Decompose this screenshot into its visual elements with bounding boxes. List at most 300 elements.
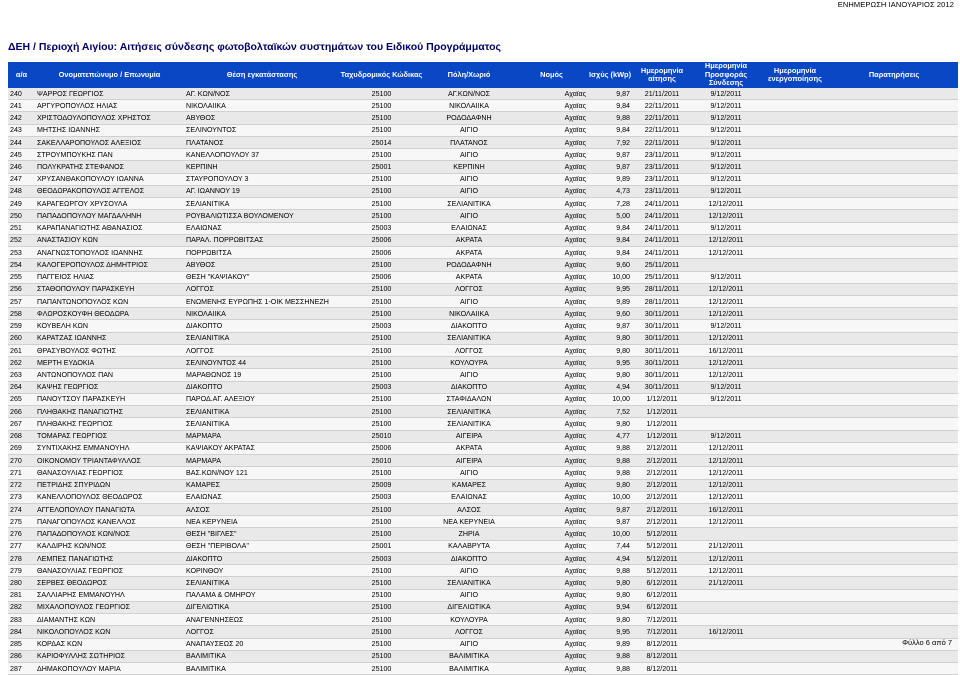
table-header-row [8, 62, 958, 88]
row-location: ΚΑΜΑΡΕΣ [184, 479, 340, 491]
row-city: ΔΙΑΚΟΠΤΟ [423, 320, 515, 332]
table-row [8, 100, 958, 112]
row-postal: 25100 [340, 393, 423, 405]
row-power: 9,88 [588, 455, 632, 467]
table-row [8, 295, 958, 307]
row-notes [830, 565, 958, 577]
row-date-activation [760, 577, 830, 589]
row-power: 9,89 [588, 295, 632, 307]
row-name: ΘΡΑΣΥΒΟΥΛΟΣ ΦΩΤΗΣ [35, 344, 184, 356]
row-date-offer: 9/12/2011 [692, 149, 760, 161]
row-location: ΣΕΛΙΝΟΥΝΤΟΣ 44 [184, 357, 340, 369]
row-prefecture: Αχαϊας [515, 320, 588, 332]
row-notes [830, 503, 958, 515]
row-aa: 264 [8, 381, 35, 393]
row-postal: 25100 [340, 638, 423, 650]
row-date-request: 6/12/2011 [632, 577, 692, 589]
table-row [8, 650, 958, 662]
row-name: ΤΟΜΑΡΑΣ ΓΕΩΡΓΙΟΣ [35, 430, 184, 442]
row-notes [830, 357, 958, 369]
row-date-activation [760, 381, 830, 393]
row-date-offer [692, 614, 760, 626]
row-power: 9,89 [588, 638, 632, 650]
row-power: 9,87 [588, 149, 632, 161]
row-location: ΚΟΡΙΝΘΟΥ [184, 565, 340, 577]
table-row [8, 332, 958, 344]
row-postal: 25014 [340, 136, 423, 148]
row-date-request: 6/12/2011 [632, 601, 692, 613]
row-name: ΠΟΛΥΚΡΑΤΗΣ ΣΤΕΦΑΝΟΣ [35, 161, 184, 173]
row-name: ΑΝΑΓΝΩΣΤΟΠΟΥΛΟΣ ΙΩΑΝΝΗΣ [35, 247, 184, 259]
row-city: ΑΙΓΙΟ [423, 295, 515, 307]
row-postal: 25100 [340, 112, 423, 124]
row-date-activation [760, 259, 830, 271]
row-power: 9,88 [588, 112, 632, 124]
row-date-offer: 12/12/2011 [692, 565, 760, 577]
row-aa: 243 [8, 124, 35, 136]
row-power: 9,84 [588, 222, 632, 234]
row-postal: 25100 [340, 308, 423, 320]
row-aa: 273 [8, 491, 35, 503]
row-name: ΚΑΡΑΓΕΩΡΓΟΥ ΧΡΥΣΟΥΛΑ [35, 198, 184, 210]
row-date-offer: 9/12/2011 [692, 100, 760, 112]
table-row [8, 320, 958, 332]
row-power: 7,28 [588, 198, 632, 210]
row-city: ΑΙΓΙΟ [423, 185, 515, 197]
table-row [8, 528, 958, 540]
row-aa: 246 [8, 161, 35, 173]
row-date-request: 24/11/2011 [632, 222, 692, 234]
row-date-activation [760, 663, 830, 675]
row-name: ΠΑΠΑΔΟΠΟΥΛΟΣ ΚΩΝ/ΝΟΣ [35, 528, 184, 540]
row-date-offer: 12/12/2011 [692, 357, 760, 369]
row-prefecture: Αχαϊας [515, 626, 588, 638]
row-date-request: 30/11/2011 [632, 320, 692, 332]
row-power: 9,80 [588, 418, 632, 430]
row-prefecture: Αχαϊας [515, 430, 588, 442]
row-city: ΣΕΛΙΑΝΙΤΙΚΑ [423, 418, 515, 430]
table-row [8, 479, 958, 491]
table-row [8, 88, 958, 100]
row-location: ΔΙΑΚΟΠΤΟ [184, 552, 340, 564]
row-postal: 25100 [340, 565, 423, 577]
row-date-activation [760, 161, 830, 173]
row-location: ΔΙΓΕΛΙΩΤΙΚΑ [184, 601, 340, 613]
row-aa: 281 [8, 589, 35, 601]
row-name: ΜΕΡΤΗ ΕΥΔΟΚΙΑ [35, 357, 184, 369]
row-date-request: 2/12/2011 [632, 503, 692, 515]
row-date-offer: 9/12/2011 [692, 173, 760, 185]
row-prefecture: Αχαϊας [515, 149, 588, 161]
row-date-offer: 12/12/2011 [692, 455, 760, 467]
table-row [8, 406, 958, 418]
row-power: 9,95 [588, 357, 632, 369]
row-date-offer: 12/12/2011 [692, 467, 760, 479]
row-aa: 261 [8, 344, 35, 356]
row-postal: 25009 [340, 479, 423, 491]
row-name: ΣΤΑΘΟΠΟΥΛΟΥ ΠΑΡΑΣΚΕΥΗ [35, 283, 184, 295]
row-date-request: 24/11/2011 [632, 198, 692, 210]
row-date-offer [692, 528, 760, 540]
row-date-activation [760, 467, 830, 479]
row-postal: 25001 [340, 161, 423, 173]
row-power: 10,00 [588, 528, 632, 540]
row-postal: 25100 [340, 210, 423, 222]
row-name: ΜΙΧΑΛΟΠΟΥΛΟΣ ΓΕΩΡΓΙΟΣ [35, 601, 184, 613]
row-date-activation [760, 344, 830, 356]
col-header-notes: Παρατηρήσεις [830, 62, 958, 88]
table-row [8, 222, 958, 234]
row-date-offer: 12/12/2011 [692, 295, 760, 307]
row-city: ΚΕΡΠΙΝΗ [423, 161, 515, 173]
row-name: ΣΥΝΤΙΧΑΚΗΣ ΕΜΜΑΝΟΥΗΛ [35, 442, 184, 454]
row-name: ΑΝΤΩΝΟΠΟΥΛΟΣ ΠΑΝ [35, 369, 184, 381]
table-row [8, 308, 958, 320]
row-aa: 277 [8, 540, 35, 552]
row-notes [830, 283, 958, 295]
row-postal: 25100 [340, 173, 423, 185]
row-location: ΑΒΥΘΟΣ [184, 112, 340, 124]
row-prefecture: Αχαϊας [515, 112, 588, 124]
row-name: ΘΑΝΑΣΟΥΛΙΑΣ ΓΕΩΡΓΙΟΣ [35, 565, 184, 577]
row-notes [830, 344, 958, 356]
row-city: ΚΟΥΛΟΥΡΑ [423, 614, 515, 626]
row-postal: 25100 [340, 357, 423, 369]
row-date-request: 30/11/2011 [632, 381, 692, 393]
row-aa: 252 [8, 234, 35, 246]
row-aa: 285 [8, 638, 35, 650]
row-notes [830, 100, 958, 112]
row-notes [830, 467, 958, 479]
row-aa: 275 [8, 516, 35, 528]
row-notes [830, 198, 958, 210]
row-power: 9,95 [588, 626, 632, 638]
row-power: 9,80 [588, 577, 632, 589]
row-date-request: 8/12/2011 [632, 663, 692, 675]
row-date-activation [760, 100, 830, 112]
row-power: 9,60 [588, 308, 632, 320]
table-row [8, 381, 958, 393]
table-row [8, 283, 958, 295]
row-name: ΚΑΛΟΓΕΡΟΠΟΥΛΟΣ ΔΗΜΗΤΡΙΟΣ [35, 259, 184, 271]
row-notes [830, 259, 958, 271]
row-city: ΑΙΓΙΟ [423, 210, 515, 222]
row-date-offer: 12/12/2011 [692, 247, 760, 259]
col-header-location: Θέση εγκατάστασης [184, 62, 340, 88]
table-row [8, 626, 958, 638]
row-date-activation [760, 198, 830, 210]
row-prefecture: Αχαϊας [515, 381, 588, 393]
row-power: 9,87 [588, 320, 632, 332]
row-date-activation [760, 332, 830, 344]
row-prefecture: Αχαϊας [515, 124, 588, 136]
row-name: ΣΑΛΛΙΑΡΗΣ ΕΜΜΑΝΟΥΗΛ [35, 589, 184, 601]
row-aa: 278 [8, 552, 35, 564]
row-power: 9,80 [588, 332, 632, 344]
row-name: ΠΛΗΘΑΚΗΣ ΓΕΩΡΓΙΟΣ [35, 418, 184, 430]
table-row [8, 124, 958, 136]
row-aa: 255 [8, 271, 35, 283]
row-notes [830, 112, 958, 124]
table-row [8, 516, 958, 528]
row-date-offer: 9/12/2011 [692, 271, 760, 283]
row-date-activation [760, 247, 830, 259]
table-row [8, 210, 958, 222]
row-prefecture: Αχαϊας [515, 173, 588, 185]
row-power: 4,94 [588, 381, 632, 393]
row-date-activation [760, 185, 830, 197]
row-prefecture: Αχαϊας [515, 100, 588, 112]
row-aa: 241 [8, 100, 35, 112]
row-notes [830, 247, 958, 259]
row-power: 9,84 [588, 234, 632, 246]
row-date-request: 30/11/2011 [632, 369, 692, 381]
row-date-request: 2/12/2011 [632, 479, 692, 491]
row-postal: 25006 [340, 442, 423, 454]
row-location: ΣΕΛΙΑΝΙΤΙΚΑ [184, 406, 340, 418]
row-location: ΔΙΑΚΟΠΤΟ [184, 320, 340, 332]
row-name: ΚΟΡΔΑΣ ΚΩΝ [35, 638, 184, 650]
row-notes [830, 418, 958, 430]
row-date-activation [760, 88, 830, 100]
row-location: ΛΟΓΓΟΣ [184, 626, 340, 638]
row-date-offer: 9/12/2011 [692, 185, 760, 197]
row-prefecture: Αχαϊας [515, 663, 588, 675]
row-prefecture: Αχαϊας [515, 528, 588, 540]
table-row [8, 503, 958, 515]
row-notes [830, 577, 958, 589]
row-location: ΚΑΨΙΑΚΟΥ ΑΚΡΑΤΑΣ [184, 442, 340, 454]
row-date-request: 30/11/2011 [632, 308, 692, 320]
row-name: ΣΤΡΟΥΜΠΟΥΚΗΣ ΠΑΝ [35, 149, 184, 161]
page-title: ΔΕΗ / Περιοχή Αιγίου: Αιτήσεις σύνδεσης φωτοβολταϊκών συστημάτων του Ειδικού Προγράμματος [8, 41, 501, 53]
table-row [8, 112, 958, 124]
row-power: 9,88 [588, 650, 632, 662]
col-header-date-request: Ημερομηνία αίτησης [632, 62, 692, 88]
row-postal: 25100 [340, 149, 423, 161]
row-postal: 25003 [340, 222, 423, 234]
row-power: 4,77 [588, 430, 632, 442]
row-name: ΘΕΟΔΩΡΑΚΟΠΟΥΛΟΣ ΑΓΓΕΛΟΣ [35, 185, 184, 197]
row-prefecture: Αχαϊας [515, 467, 588, 479]
table-row [8, 638, 958, 650]
row-notes [830, 234, 958, 246]
row-city: ΑΙΓΙΟ [423, 369, 515, 381]
col-header-city: Πόλη/Χωριό [423, 62, 515, 88]
row-notes [830, 320, 958, 332]
row-notes [830, 136, 958, 148]
table-row [8, 357, 958, 369]
row-name: ΜΗΤΣΗΣ ΙΩΑΝΝΗΣ [35, 124, 184, 136]
row-notes [830, 161, 958, 173]
row-prefecture: Αχαϊας [515, 638, 588, 650]
row-date-activation [760, 234, 830, 246]
row-date-request: 2/12/2011 [632, 491, 692, 503]
row-name: ΚΟΥΒΕΛΗ ΚΩΝ [35, 320, 184, 332]
row-prefecture: Αχαϊας [515, 589, 588, 601]
row-postal: 25003 [340, 552, 423, 564]
row-date-activation [760, 112, 830, 124]
row-notes [830, 516, 958, 528]
row-aa: 282 [8, 601, 35, 613]
row-notes [830, 406, 958, 418]
row-city: ΚΑΜΑΡΕΣ [423, 479, 515, 491]
row-date-offer [692, 589, 760, 601]
row-postal: 25100 [340, 88, 423, 100]
row-postal: 25100 [340, 663, 423, 675]
row-city: ΛΟΓΓΟΣ [423, 344, 515, 356]
row-postal: 25100 [340, 650, 423, 662]
row-postal: 25100 [340, 259, 423, 271]
row-power: 9,84 [588, 100, 632, 112]
row-name: ΨΑΡΡΟΣ ΓΕΩΡΓΙΟΣ [35, 88, 184, 100]
row-name: ΚΑΡΑΠΑΝΑΓΙΩΤΗΣ ΑΘΑΝΑΣΙΟΣ [35, 222, 184, 234]
row-prefecture: Αχαϊας [515, 308, 588, 320]
row-date-request: 23/11/2011 [632, 185, 692, 197]
col-header-date-offer: Ημερομηνία Προσφοράς Σύνδεσης [692, 62, 760, 88]
page-number: Φύλλο 6 από 7 [902, 638, 952, 647]
row-notes [830, 185, 958, 197]
row-location: ΒΑΛΙΜΙΤΙΚΑ [184, 663, 340, 675]
row-date-request: 6/12/2011 [632, 589, 692, 601]
row-power: 9,95 [588, 283, 632, 295]
row-aa: 244 [8, 136, 35, 148]
row-city: ΠΛΑΤΑΝΟΣ [423, 136, 515, 148]
table-row [8, 271, 958, 283]
col-header-postal: Ταχυδρομικός Κώδικας [340, 62, 423, 88]
row-aa: 258 [8, 308, 35, 320]
row-aa: 284 [8, 626, 35, 638]
row-date-request: 5/12/2011 [632, 540, 692, 552]
row-notes [830, 271, 958, 283]
row-notes [830, 540, 958, 552]
row-city: ΑΚΡΑΤΑ [423, 271, 515, 283]
row-city: ΣΤΑΦΙΔΑΛΩΝ [423, 393, 515, 405]
row-date-offer [692, 418, 760, 430]
row-date-request: 2/12/2011 [632, 455, 692, 467]
row-date-offer: 16/12/2011 [692, 626, 760, 638]
row-prefecture: Αχαϊας [515, 344, 588, 356]
table-row [8, 467, 958, 479]
row-date-request: 30/11/2011 [632, 357, 692, 369]
row-postal: 25100 [340, 198, 423, 210]
row-prefecture: Αχαϊας [515, 614, 588, 626]
row-date-request: 5/12/2011 [632, 565, 692, 577]
row-power: 4,94 [588, 552, 632, 564]
row-postal: 25100 [340, 626, 423, 638]
row-aa: 254 [8, 259, 35, 271]
row-city: ΡΟΔΟΔΑΦΝΗ [423, 112, 515, 124]
row-power: 9,84 [588, 247, 632, 259]
row-date-activation [760, 124, 830, 136]
row-city: ΛΟΓΓΟΣ [423, 283, 515, 295]
row-postal: 25100 [340, 406, 423, 418]
row-location: ΣΕΛΙΑΝΙΤΙΚΑ [184, 332, 340, 344]
row-prefecture: Αχαϊας [515, 418, 588, 430]
row-date-request: 25/11/2011 [632, 271, 692, 283]
row-location: ΛΟΓΓΟΣ [184, 283, 340, 295]
row-date-activation [760, 552, 830, 564]
table-row [8, 393, 958, 405]
row-city: ΔΙΑΚΟΠΤΟ [423, 552, 515, 564]
row-date-request: 8/12/2011 [632, 638, 692, 650]
row-prefecture: Αχαϊας [515, 479, 588, 491]
row-power: 9,80 [588, 589, 632, 601]
row-notes [830, 614, 958, 626]
row-postal: 25100 [340, 418, 423, 430]
col-header-aa: α/α [8, 62, 35, 88]
row-postal: 25006 [340, 234, 423, 246]
row-date-activation [760, 295, 830, 307]
row-name: ΠΑΓΓΕΙΟΣ ΗΛΙΑΣ [35, 271, 184, 283]
row-date-activation [760, 638, 830, 650]
row-date-offer: 9/12/2011 [692, 112, 760, 124]
row-date-activation [760, 455, 830, 467]
row-location: ΘΕΣΗ "ΠΕΡΙΒΟΛΑ" [184, 540, 340, 552]
row-location: ΘΕΣΗ "ΒΙΓΛΕΣ" [184, 528, 340, 540]
row-name: ΣΑΚΕΛΛΑΡΟΠΟΥΛΟΣ ΑΛΕΞΙΟΣ [35, 136, 184, 148]
row-notes [830, 601, 958, 613]
table-row [8, 565, 958, 577]
row-date-offer: 12/12/2011 [692, 198, 760, 210]
row-notes [830, 124, 958, 136]
row-postal: 25100 [340, 516, 423, 528]
row-name: ΠΑΠΑΔΟΠΟΥΛΟΥ ΜΑΓΔΑΛΗΝΗ [35, 210, 184, 222]
row-city: ΝΕΑ ΚΕΡΥΝΕΙΑ [423, 516, 515, 528]
table-row [8, 491, 958, 503]
row-prefecture: Αχαϊας [515, 650, 588, 662]
row-date-offer: 9/12/2011 [692, 393, 760, 405]
row-location: ΒΑΣ.ΚΩΝ/ΝΟΥ 121 [184, 467, 340, 479]
row-date-offer [692, 406, 760, 418]
row-location: ΘΕΣΗ "ΚΑΨΙΑΚΟΥ" [184, 271, 340, 283]
row-date-activation [760, 565, 830, 577]
row-name: ΑΝΑΣΤΑΣΙΟΥ ΚΩΝ [35, 234, 184, 246]
row-name: ΧΡΙΣΤΟΔΟΥΛΟΠΟΥΛΟΣ ΧΡΗΣΤΟΣ [35, 112, 184, 124]
table-row [8, 198, 958, 210]
row-date-request: 22/11/2011 [632, 112, 692, 124]
row-aa: 287 [8, 663, 35, 675]
row-prefecture: Αχαϊας [515, 552, 588, 564]
row-date-offer: 12/12/2011 [692, 283, 760, 295]
row-city: ΚΑΛΑΒΡΥΤΑ [423, 540, 515, 552]
row-date-offer [692, 638, 760, 650]
row-city: ΖΗΡΙΑ [423, 528, 515, 540]
row-location: ΠΛΑΤΑΝΟΣ [184, 136, 340, 148]
row-prefecture: Αχαϊας [515, 442, 588, 454]
row-name: ΦΛΩΡΟΣΚΟΥΦΗ ΘΕΟΔΩΡΑ [35, 308, 184, 320]
row-prefecture: Αχαϊας [515, 234, 588, 246]
table-row [8, 577, 958, 589]
row-location: ΑΝΑΠΑΥΣΕΩΣ 20 [184, 638, 340, 650]
row-date-activation [760, 222, 830, 234]
row-aa: 259 [8, 320, 35, 332]
table-row [8, 369, 958, 381]
row-prefecture: Αχαϊας [515, 455, 588, 467]
row-aa: 256 [8, 283, 35, 295]
row-notes [830, 455, 958, 467]
row-date-activation [760, 430, 830, 442]
row-date-activation [760, 173, 830, 185]
row-prefecture: Αχαϊας [515, 271, 588, 283]
row-name: ΠΛΗΘΑΚΗΣ ΠΑΝΑΓΙΩΤΗΣ [35, 406, 184, 418]
table-row [8, 259, 958, 271]
row-date-offer: 9/12/2011 [692, 161, 760, 173]
row-city: ΕΛΑΙΩΝΑΣ [423, 222, 515, 234]
row-date-request: 24/11/2011 [632, 234, 692, 246]
row-date-request: 2/12/2011 [632, 516, 692, 528]
row-name: ΚΑΡΑΤΖΑΣ ΙΩΑΝΝΗΣ [35, 332, 184, 344]
